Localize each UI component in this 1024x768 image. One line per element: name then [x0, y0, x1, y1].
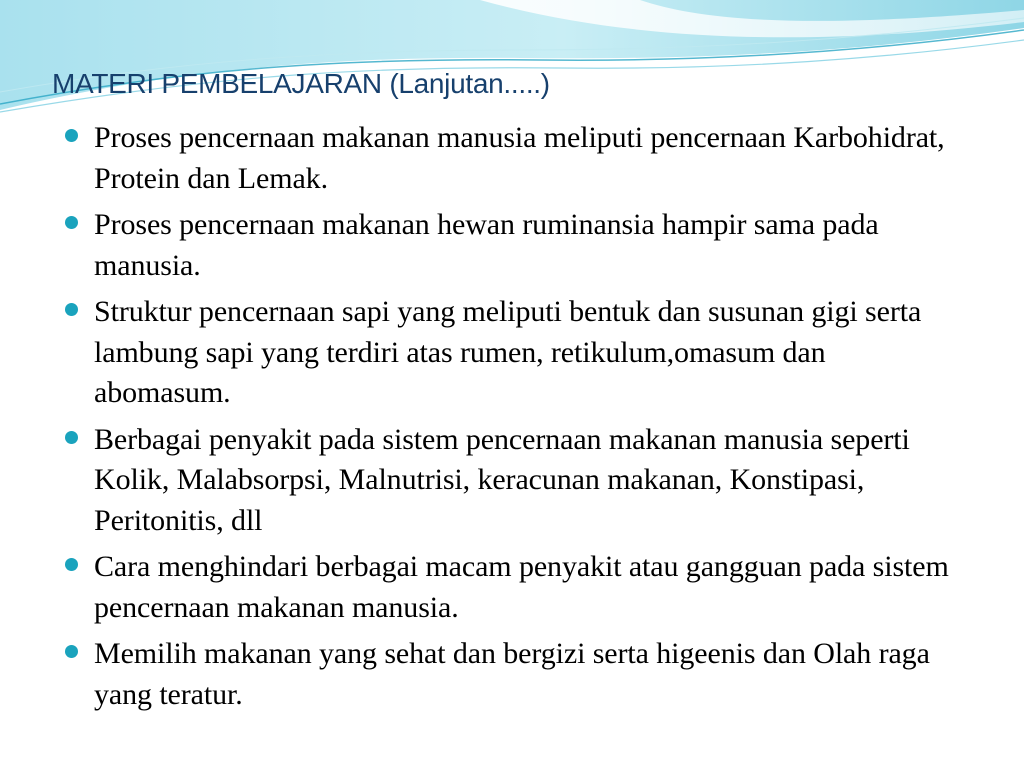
bullet-item — [64, 634, 964, 715]
round-bullet-icon — [65, 431, 78, 444]
bullet-item — [64, 420, 964, 542]
bullet-list — [64, 118, 964, 721]
bullet-text: Struktur pencernaan sapi yang meliputi bentuk dan susunan gigi serta lambung sapi yang terdiri atas rumen, retikulum,omasum dan abomasum. — [94, 295, 922, 409]
round-bullet-icon — [65, 216, 78, 229]
wave-decoration — [0, 0, 1024, 130]
slide-title: MATERI PEMBELAJARAN (Lanjutan.....) — [52, 68, 550, 99]
round-bullet-icon — [65, 129, 78, 142]
bullet-text: Proses pencernaan makanan hewan ruminansia hampir sama pada manusia. — [94, 208, 879, 282]
round-bullet-icon — [65, 645, 78, 658]
round-bullet-icon — [65, 558, 78, 571]
bullet-item — [64, 547, 964, 628]
bullet-item — [64, 205, 964, 286]
bullet-item — [64, 292, 964, 414]
round-bullet-icon — [65, 303, 78, 316]
bullet-item — [64, 118, 964, 199]
bullet-text: Memilih makanan yang sehat dan bergizi serta higeenis dan Olah raga yang teratur. — [94, 637, 930, 711]
bullet-text: Berbagai penyakit pada sistem pencernaan makanan manusia seperti Kolik, Malabsorpsi, Malnutrisi, keracunan makanan, Konstipasi, Peritonitis, dll — [94, 422, 910, 537]
bullet-text: Proses pencernaan makanan manusia meliputi pencernaan Karbohidrat, Protein dan Lemak. — [94, 121, 945, 195]
bullet-text: Cara menghindari berbagai macam penyakit atau gangguan pada sistem pencernaan makanan manusia. — [94, 550, 949, 624]
